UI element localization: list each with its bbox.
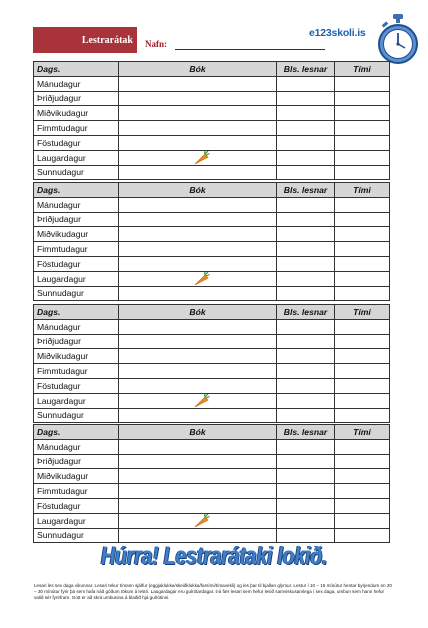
week-header-row xyxy=(34,305,390,320)
pages-cell[interactable] xyxy=(277,271,335,286)
time-cell[interactable] xyxy=(335,513,390,528)
book-cell[interactable] xyxy=(119,498,277,513)
pages-cell[interactable] xyxy=(277,393,335,408)
day-row xyxy=(34,528,390,543)
day-label: Fimmtudagur xyxy=(34,364,119,379)
day-label: Sunnudagur xyxy=(34,165,119,180)
pages-cell[interactable] xyxy=(277,364,335,379)
col-header-pages: Bls. lesnar xyxy=(277,305,335,320)
day-label: Fimmtudagur xyxy=(34,484,119,499)
time-cell[interactable] xyxy=(335,378,390,393)
book-cell[interactable] xyxy=(119,439,277,454)
page-title-badge xyxy=(33,27,137,53)
day-label: Föstudagur xyxy=(34,256,119,271)
day-label: Föstudagur xyxy=(34,498,119,513)
day-label: Miðvikudagur xyxy=(34,106,119,121)
day-label: Laugardagur xyxy=(34,513,119,528)
pages-cell[interactable] xyxy=(277,121,335,136)
col-header-date: Dags. xyxy=(34,183,119,198)
book-cell[interactable] xyxy=(119,469,277,484)
week-header-row xyxy=(34,183,390,198)
book-cell[interactable] xyxy=(119,256,277,271)
time-cell[interactable] xyxy=(335,439,390,454)
col-header-time: Tími xyxy=(335,62,390,77)
book-cell[interactable] xyxy=(119,271,277,286)
book-cell[interactable] xyxy=(119,242,277,257)
col-header-book: Bók xyxy=(119,305,277,320)
day-label: Föstudagur xyxy=(34,378,119,393)
day-label: Miðvikudagur xyxy=(34,227,119,242)
col-header-time: Tími xyxy=(335,183,390,198)
pages-cell[interactable] xyxy=(277,135,335,150)
day-row xyxy=(34,165,390,180)
pages-cell[interactable] xyxy=(277,242,335,257)
pages-cell[interactable] xyxy=(277,256,335,271)
day-label: Laugardagur xyxy=(34,271,119,286)
pages-cell[interactable] xyxy=(277,469,335,484)
pages-cell[interactable] xyxy=(277,76,335,91)
stopwatch-icon xyxy=(376,14,420,66)
pages-cell[interactable] xyxy=(277,454,335,469)
col-header-pages: Bls. lesnar xyxy=(277,62,335,77)
day-row xyxy=(34,286,390,301)
time-cell[interactable] xyxy=(335,91,390,106)
book-cell[interactable] xyxy=(119,364,277,379)
book-cell[interactable] xyxy=(119,150,277,165)
time-cell[interactable] xyxy=(335,498,390,513)
day-row xyxy=(34,227,390,242)
book-cell[interactable] xyxy=(119,106,277,121)
day-row xyxy=(34,319,390,334)
time-cell[interactable] xyxy=(335,469,390,484)
time-cell[interactable] xyxy=(335,165,390,180)
day-row xyxy=(34,91,390,106)
day-row xyxy=(34,242,390,257)
day-row xyxy=(34,439,390,454)
week-table-3 xyxy=(33,304,390,423)
pages-cell[interactable] xyxy=(277,439,335,454)
time-cell[interactable] xyxy=(335,484,390,499)
day-label: Mánudagur xyxy=(34,76,119,91)
day-row xyxy=(34,135,390,150)
week-table-4 xyxy=(33,424,390,543)
col-header-book: Bók xyxy=(119,425,277,440)
day-row xyxy=(34,197,390,212)
day-label: Mánudagur xyxy=(34,439,119,454)
day-label: Þriðjudagur xyxy=(34,212,119,227)
pages-cell[interactable] xyxy=(277,150,335,165)
day-label: Þriðjudagur xyxy=(34,91,119,106)
day-row xyxy=(34,498,390,513)
time-cell[interactable] xyxy=(335,334,390,349)
day-label: Þriðjudagur xyxy=(34,454,119,469)
pages-cell[interactable] xyxy=(277,378,335,393)
day-row xyxy=(34,378,390,393)
book-cell[interactable] xyxy=(119,165,277,180)
time-cell[interactable] xyxy=(335,76,390,91)
pages-cell[interactable] xyxy=(277,165,335,180)
book-cell[interactable] xyxy=(119,76,277,91)
book-cell[interactable] xyxy=(119,378,277,393)
pages-cell[interactable] xyxy=(277,106,335,121)
book-cell[interactable] xyxy=(119,286,277,301)
day-row xyxy=(34,364,390,379)
day-row xyxy=(34,121,390,136)
pages-cell[interactable] xyxy=(277,197,335,212)
time-cell[interactable] xyxy=(335,227,390,242)
book-cell[interactable] xyxy=(119,121,277,136)
week-table-2 xyxy=(33,182,390,301)
day-row xyxy=(34,454,390,469)
day-row xyxy=(34,393,390,408)
instructions-text: Lesari les sex daga vikunnar. Lesari tekur tímann sjálfur (eggjaklukka/skeiðklukka/farsími/tímavekli) og les þar til bjallan glymur. Lestur í 10 – 15 mínútur hentar byrjendum en 20 – 30 mínútur fyrir þá sem hafa náð góðum tökum á lestri. Laugardagar eru gulrótardagar. Þá fær lesari sem hefur lesið samviskusamlega í sex daga, umbun sem hann hefur valið sér fyrirfram. Gott er að skrá umbunina á blaðið hjá gulrótinni. xyxy=(34,583,392,600)
book-cell[interactable] xyxy=(119,227,277,242)
col-header-date: Dags. xyxy=(34,425,119,440)
time-cell[interactable] xyxy=(335,454,390,469)
day-label: Föstudagur xyxy=(34,135,119,150)
day-row xyxy=(34,469,390,484)
book-cell[interactable] xyxy=(119,528,277,543)
time-cell[interactable] xyxy=(335,242,390,257)
pages-cell[interactable] xyxy=(277,286,335,301)
pages-cell[interactable] xyxy=(277,212,335,227)
time-cell[interactable] xyxy=(335,121,390,136)
carrot-icon xyxy=(192,272,210,286)
day-row xyxy=(34,106,390,121)
carrot-icon xyxy=(192,151,210,165)
time-cell[interactable] xyxy=(335,393,390,408)
book-cell[interactable] xyxy=(119,484,277,499)
carrot-icon xyxy=(192,514,210,528)
time-cell[interactable] xyxy=(335,256,390,271)
name-label: Nafn: xyxy=(145,39,167,49)
day-row xyxy=(34,513,390,528)
time-cell[interactable] xyxy=(335,364,390,379)
day-row xyxy=(34,76,390,91)
time-cell[interactable] xyxy=(335,408,390,423)
day-label: Mánudagur xyxy=(34,319,119,334)
day-row xyxy=(34,334,390,349)
day-label: Sunnudagur xyxy=(34,286,119,301)
time-cell[interactable] xyxy=(335,349,390,364)
completion-banner: Húrra! Lestrarátaki lokið. xyxy=(100,542,328,570)
col-header-pages: Bls. lesnar xyxy=(277,425,335,440)
pages-cell[interactable] xyxy=(277,408,335,423)
pages-cell[interactable] xyxy=(277,513,335,528)
day-label: Laugardagur xyxy=(34,393,119,408)
book-cell[interactable] xyxy=(119,135,277,150)
book-cell[interactable] xyxy=(119,319,277,334)
week-table-1 xyxy=(33,61,390,180)
day-label: Laugardagur xyxy=(34,150,119,165)
day-row xyxy=(34,150,390,165)
pages-cell[interactable] xyxy=(277,484,335,499)
week-header-row xyxy=(34,62,390,77)
pages-cell[interactable] xyxy=(277,227,335,242)
time-cell[interactable] xyxy=(335,271,390,286)
book-cell[interactable] xyxy=(119,197,277,212)
book-cell[interactable] xyxy=(119,393,277,408)
day-label: Fimmtudagur xyxy=(34,242,119,257)
time-cell[interactable] xyxy=(335,212,390,227)
carrot-icon xyxy=(192,394,210,408)
page-title: Lestrarátak xyxy=(81,34,133,46)
col-header-time: Tími xyxy=(335,305,390,320)
pages-cell[interactable] xyxy=(277,528,335,543)
book-cell[interactable] xyxy=(119,334,277,349)
time-cell[interactable] xyxy=(335,106,390,121)
book-cell[interactable] xyxy=(119,513,277,528)
col-header-date: Dags. xyxy=(34,305,119,320)
name-field-line[interactable] xyxy=(175,49,325,50)
book-cell[interactable] xyxy=(119,408,277,423)
time-cell[interactable] xyxy=(335,197,390,212)
book-cell[interactable] xyxy=(119,349,277,364)
pages-cell[interactable] xyxy=(277,319,335,334)
day-row xyxy=(34,484,390,499)
pages-cell[interactable] xyxy=(277,91,335,106)
time-cell[interactable] xyxy=(335,135,390,150)
col-header-pages: Bls. lesnar xyxy=(277,183,335,198)
day-label: Miðvikudagur xyxy=(34,469,119,484)
day-row xyxy=(34,256,390,271)
day-label: Sunnudagur xyxy=(34,528,119,543)
pages-cell[interactable] xyxy=(277,334,335,349)
page-header xyxy=(33,27,393,55)
day-row xyxy=(34,212,390,227)
col-header-time: Tími xyxy=(335,425,390,440)
time-cell[interactable] xyxy=(335,286,390,301)
day-label: Þriðjudagur xyxy=(34,334,119,349)
brand-logo: e123skoli.is xyxy=(309,27,366,39)
pages-cell[interactable] xyxy=(277,498,335,513)
day-label: Miðvikudagur xyxy=(34,349,119,364)
col-header-date: Dags. xyxy=(34,62,119,77)
col-header-book: Bók xyxy=(119,62,277,77)
day-label: Mánudagur xyxy=(34,197,119,212)
day-row xyxy=(34,408,390,423)
time-cell[interactable] xyxy=(335,319,390,334)
day-row xyxy=(34,271,390,286)
col-header-book: Bók xyxy=(119,183,277,198)
week-header-row xyxy=(34,425,390,440)
day-label: Sunnudagur xyxy=(34,408,119,423)
book-cell[interactable] xyxy=(119,454,277,469)
pages-cell[interactable] xyxy=(277,349,335,364)
book-cell[interactable] xyxy=(119,212,277,227)
time-cell[interactable] xyxy=(335,150,390,165)
time-cell[interactable] xyxy=(335,528,390,543)
day-row xyxy=(34,349,390,364)
book-cell[interactable] xyxy=(119,91,277,106)
day-label: Fimmtudagur xyxy=(34,121,119,136)
